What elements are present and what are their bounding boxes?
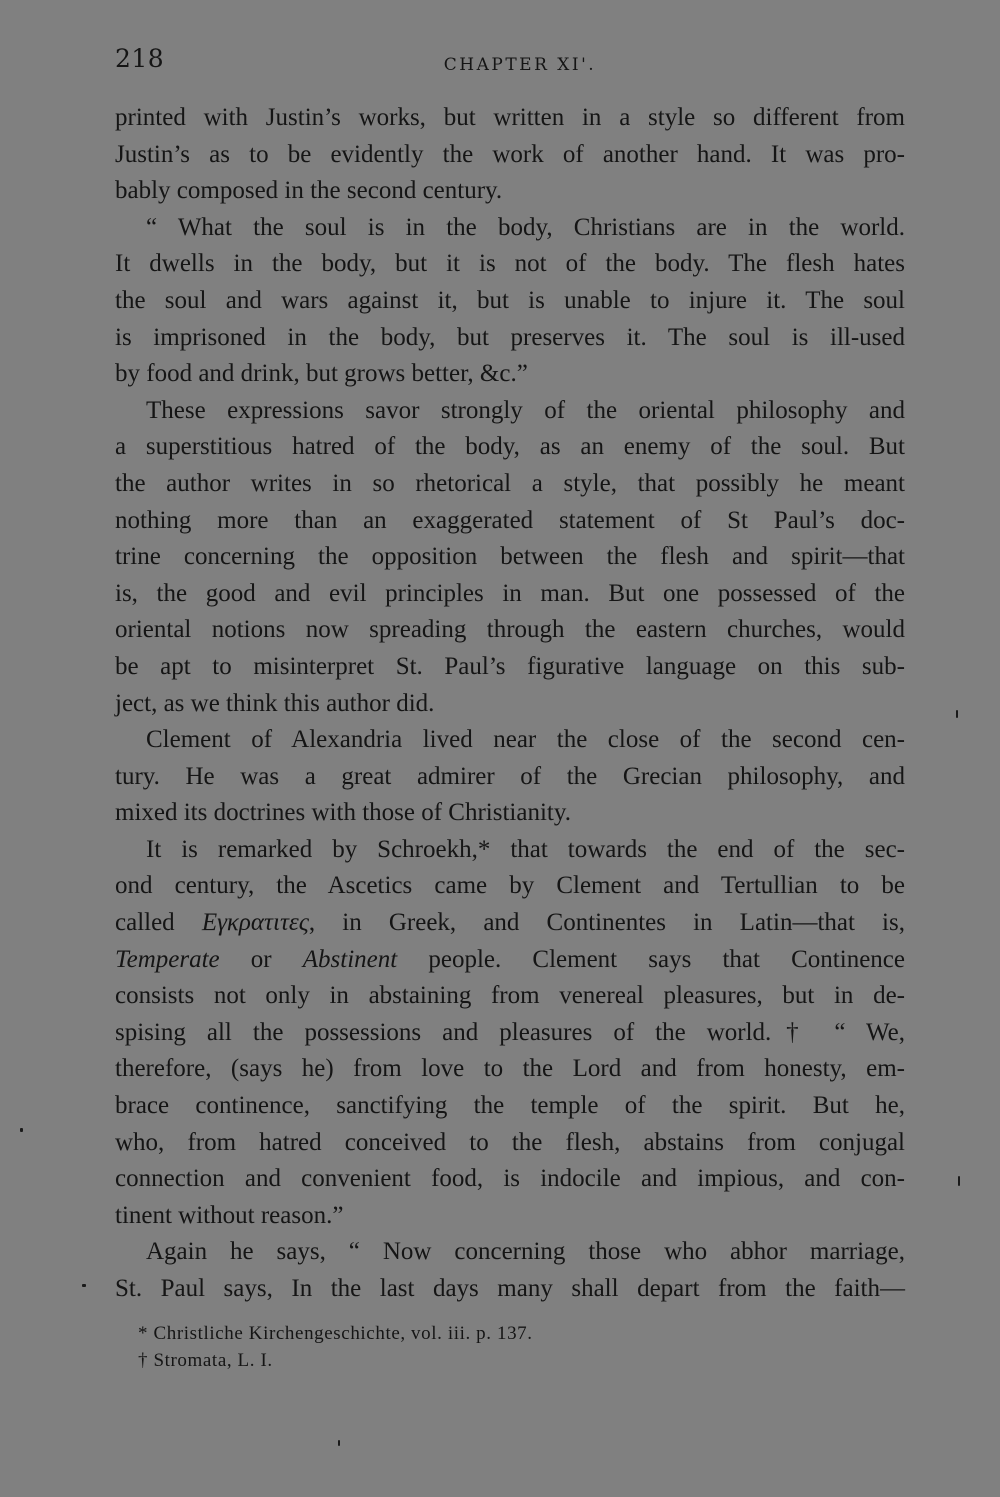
- text-segment: or: [219, 945, 303, 973]
- body-text: [115, 100, 905, 1308]
- text-line: trine concerning the opposition between the flesh and spirit—that: [115, 543, 905, 571]
- text-line: ject, as we think this author did.: [115, 689, 435, 717]
- text-line: connection and convenient food, is indocile and impious, and con-: [115, 1165, 905, 1193]
- footnote: † Stromata, L. I.: [138, 1350, 273, 1371]
- text-segment: people. Clement says that Continence: [397, 945, 905, 973]
- text-line: by food and drink, but grows better, &c.”: [115, 360, 528, 388]
- page-number: 218: [115, 44, 165, 73]
- text-line: printed with Justin’s works, but written in a style so different from: [115, 104, 905, 131]
- text-line: consists not only in abstaining from venereal pleasures, but in de-: [115, 982, 905, 1010]
- text-line: be apt to misinterpret St. Paul’s figurative language on this sub-: [115, 652, 905, 680]
- scan-speck: [82, 1284, 86, 1287]
- text-line-italics: [115, 942, 905, 979]
- text-line-greek: [115, 905, 905, 942]
- text-line: These expressions savor strongly of the oriental philosophy and: [146, 396, 905, 424]
- text-line: Justin’s as to be evidently the work of another hand. It was pro-: [115, 140, 905, 168]
- text-line: “ What the soul is in the body, Christians are in the world.: [146, 213, 905, 241]
- text-line: St. Paul says, In the last days many shall depart from the faith—: [115, 1275, 905, 1302]
- text-line: oriental notions now spreading through the eastern churches, would: [115, 616, 905, 644]
- text-line: is, the good and evil principles in man. But one possessed of the: [115, 579, 905, 607]
- text-line: nothing more than an exaggerated statement of St Paul’s doc-: [115, 506, 905, 534]
- greek-word: Εγκρατιτες: [201, 909, 309, 937]
- footnote: * Christliche Kirchengeschichte, vol. iii. p. 137.: [138, 1323, 533, 1344]
- text-line: the soul and wars against it, but is unable to injure it. The soul: [115, 286, 905, 314]
- scan-speck: [338, 1440, 340, 1446]
- text-line: therefore, (says he) from love to the Lord and from honesty, em-: [115, 1055, 905, 1083]
- scan-speck: [956, 710, 958, 718]
- text-line: ond century, the Ascetics came by Clement and Tertullian to be: [115, 872, 905, 900]
- text-line: the author writes in so rhetorical a style, that possibly he meant: [115, 469, 905, 497]
- text-line: Clement of Alexandria lived near the close of the second cen-: [146, 726, 905, 754]
- footnotes: [138, 1320, 533, 1374]
- text-line: brace continence, sanctifying the temple of the spirit. But he,: [115, 1092, 905, 1120]
- text-line: It dwells in the body, but it is not of the body. The flesh hates: [115, 250, 905, 278]
- text-line: tury. He was a great admirer of the Grecian philosophy, and: [115, 762, 905, 790]
- text-line: bably composed in the second century.: [115, 177, 503, 205]
- italic-term: Abstinent: [302, 945, 398, 973]
- italic-term: Temperate: [115, 945, 220, 973]
- scan-speck: [958, 1176, 960, 1186]
- text-line: spising all the possessions and pleasures of the world.† “ We,: [115, 1018, 905, 1046]
- text-line: a superstitious hatred of the body, as an enemy of the soul. But: [115, 433, 905, 461]
- text-segment: called: [115, 909, 202, 937]
- running-head: CHAPTER XI​'.: [443, 55, 597, 75]
- text-line: It is remarked by Schroekh,* that towards the end of the sec-: [146, 835, 905, 863]
- scan-speck: [20, 1128, 23, 1132]
- text-line: who, from hatred conceived to the flesh, abstains from conjugal: [115, 1128, 905, 1156]
- text-line: mixed its doctrines with those of Christianity.: [115, 799, 571, 827]
- text-line: tinent without reason.”: [115, 1201, 344, 1229]
- text-line: Again he says, “ Now concerning those who abhor marriage,: [146, 1238, 905, 1266]
- text-line: is imprisoned in the body, but preserves it. The soul is ill-used: [115, 323, 905, 351]
- text-segment: , in Greek, and Continentes in Latin—that is,: [308, 909, 905, 937]
